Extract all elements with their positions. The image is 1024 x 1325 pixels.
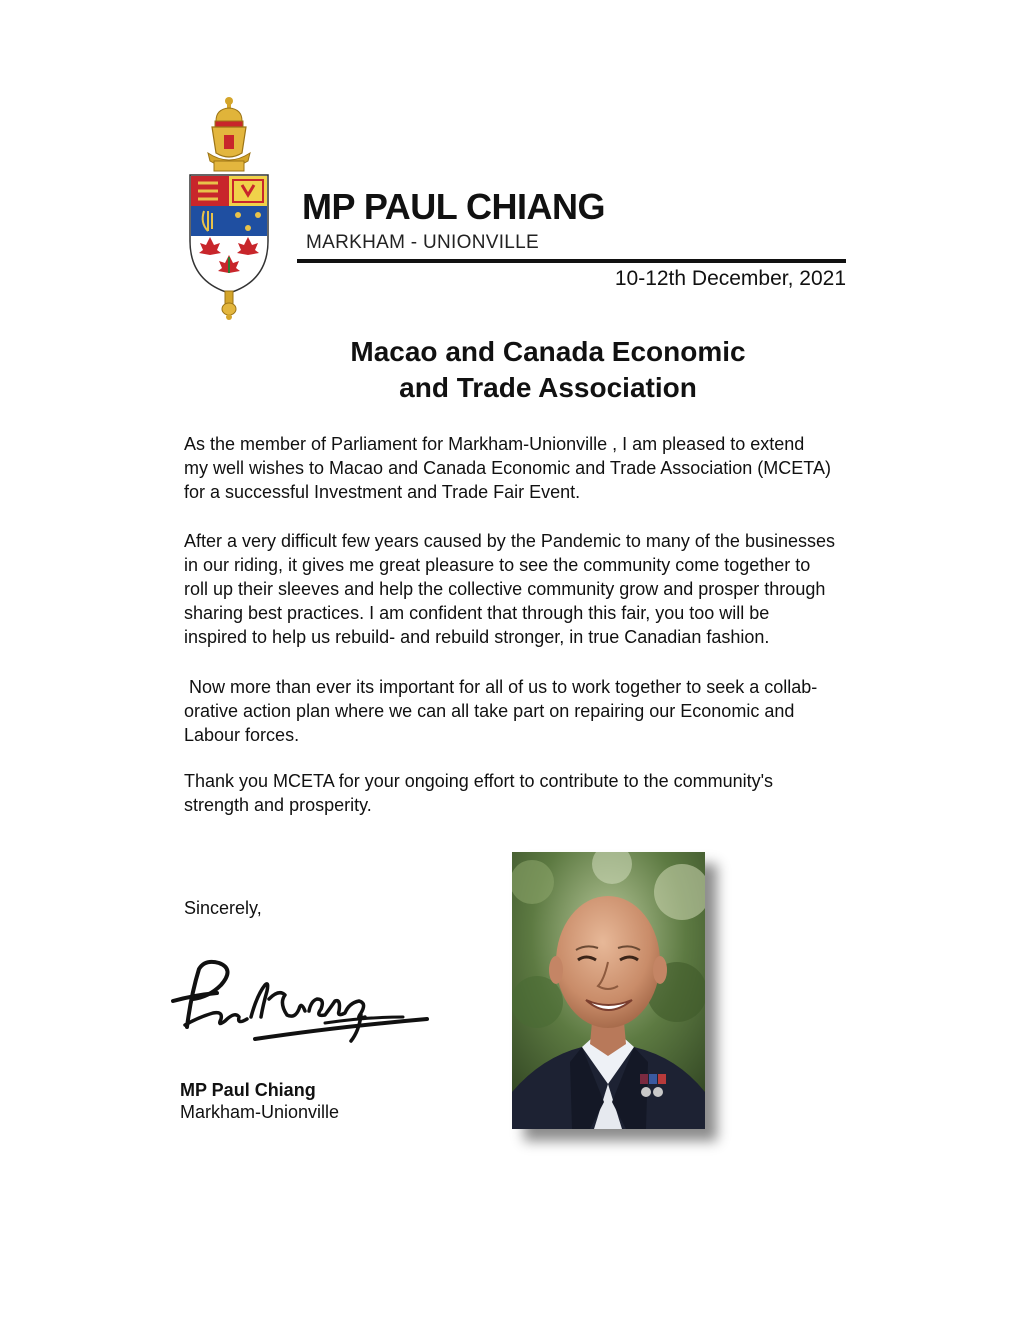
letterhead-rule: [297, 259, 846, 263]
paragraph-line: orative action plan where we can all take part on repairing our Economic and: [184, 701, 795, 721]
closing-salutation: Sincerely,: [184, 898, 262, 918]
house-of-commons-emblem-icon: [186, 95, 272, 321]
paragraph-line: strength and prosperity.: [184, 795, 372, 815]
paragraph-line: After a very difficult few years caused by the Pandemic to many of the businesses: [184, 531, 835, 551]
paragraph-3: [184, 675, 894, 747]
letterhead-riding: MARKHAM - UNIONVILLE: [306, 232, 539, 253]
paragraph-line: my well wishes to Macao and Canada Economic and Trade Association (MCETA): [184, 458, 831, 478]
paragraph-line: Now more than ever its important for all of us to work together to seek a collab-: [184, 677, 818, 697]
handwritten-signature: [165, 955, 430, 1050]
letter-title-line-1: Macao and Canada Economic: [350, 336, 746, 367]
paragraph-line: Labour forces.: [184, 725, 300, 745]
portrait-photo: [512, 852, 705, 1129]
paragraph-line: inspired to help us rebuild- and rebuild stronger, in true Canadian fashion.: [184, 627, 770, 647]
letter-date: 10-12th December, 2021: [614, 267, 846, 290]
signer-name: MP Paul Chiang: [180, 1080, 316, 1100]
paragraph-2: [184, 529, 894, 649]
paragraph-line: for a successful Investment and Trade Fair Event.: [184, 482, 581, 502]
paragraph-line: sharing best practices. I am confident that through this fair, you too will be: [184, 603, 770, 623]
paragraph-line: As the member of Parliament for Markham-Unionville , I am pleased to extend: [184, 434, 805, 454]
paragraph-1: [184, 432, 894, 504]
letter-title-line-2: and Trade Association: [399, 372, 697, 403]
letterhead-name: MP PAUL CHIANG: [302, 186, 606, 227]
signer-riding: Markham-Unionville: [180, 1102, 340, 1122]
paragraph-line: Thank you MCETA for your ongoing effort to contribute to the community's: [184, 771, 774, 791]
paragraph-line: roll up their sleeves and help the collective community grow and prosper through: [184, 579, 826, 599]
paragraph-4: [184, 769, 894, 817]
paragraph-line: in our riding, it gives me great pleasure to see the community come together to: [184, 555, 811, 575]
